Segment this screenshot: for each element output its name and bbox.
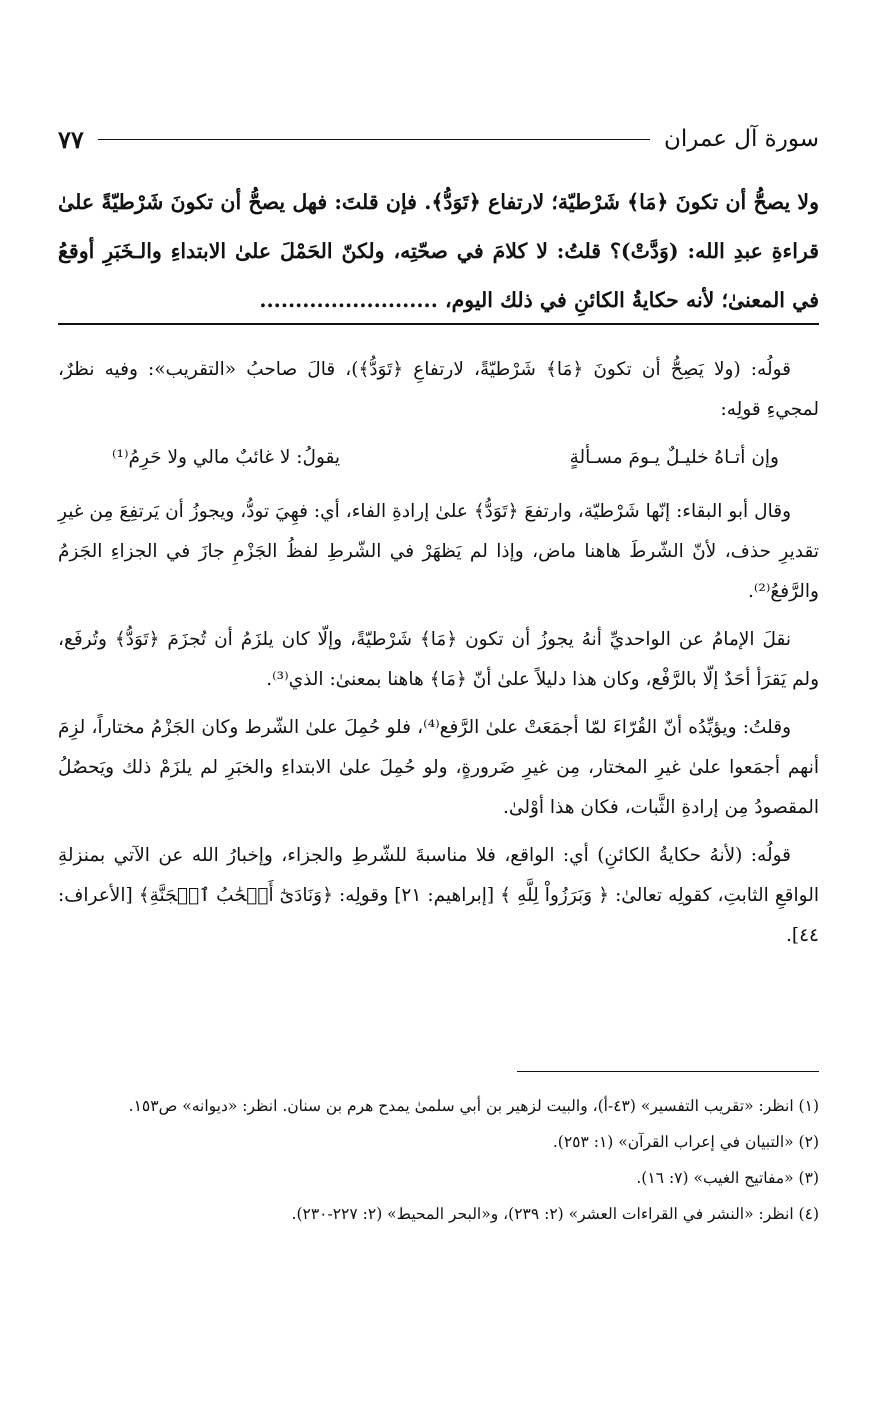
verse-first-hemistich: وإن أتـاهُ خليـلٌ يـومَ مسـألةٍ bbox=[569, 447, 779, 468]
footnote-2: (٢) «التبيان في إعراب القرآن» (١: ٢٥٣). bbox=[552, 1133, 819, 1151]
footnote-divider bbox=[517, 1071, 819, 1072]
verse-second-hemistich: يقولُ: لا غائبٌ مالي ولا حَرِمُ⁽¹⁾ bbox=[112, 447, 341, 468]
commentary bbox=[58, 350, 819, 964]
main-text-divider bbox=[58, 323, 819, 325]
header-rule bbox=[98, 139, 650, 140]
surah-title: سورة آل عمران bbox=[663, 126, 819, 152]
running-header bbox=[58, 122, 819, 156]
poetry-verse bbox=[58, 438, 819, 478]
main-text: ولا يصحُّ أن تكونَ ﴿مَا﴾ شَرْطيّة؛ لارتفاع ﴿تَوَدُّ﴾. فإن قلتَ: فهل يصحُّ أن تكونَ شَرْطيّةً علىٰ قراءةِ عبدِ الله: (وَدَّتْ)؟ قلتُ: لا كلامَ في صحّتِه، ولكنّ الحَمْلَ علىٰ الابتداءِ والـخَبَرِ أوقعُ في المعنىٰ؛ لأنه حكايةُ الكائنِ في ذلك اليوم، ......................... bbox=[58, 190, 819, 312]
footnote-1: (١) انظر: «تقريب التفسير» (٤٣-أ)، والبيت لزهير بن أبي سلمىٰ يمدح هرم بن سنان. انظر: «ديوانه» ص١٥٣. bbox=[128, 1097, 819, 1115]
footnote-4: (٤) انظر: «النشر في القراءات العشر» (٢: ٢٣٩)، و«البحر المحيط» (٢: ٢٢٧-٢٣٠). bbox=[291, 1205, 819, 1223]
footnotes bbox=[58, 1088, 819, 1232]
book-page bbox=[58, 0, 819, 1407]
page-number: ٧٧ bbox=[58, 124, 84, 154]
commentary-paragraph: وقال أبو البقاء: إنّها شَرْطيّة، وارتفعَ ﴿تَوَدُّ﴾ علىٰ إرادةِ الفاء، أي: فهِيَ تودُّ، ويجوزُ أن يَرتفِعَ مِن غيرِ تقديرِ حذف، لأنّ الشّرطَ هاهنا ماض، وإذا لم يَظهَرْ في الشّرطِ لفظُ الجَزْمِ جازَ في الجزاءِ الجَزمُ والرَّفعُ⁽²⁾. bbox=[58, 501, 819, 602]
commentary-paragraph: نقلَ الإمامُ عن الواحديِّ أنهُ يجوزُ أن تكون ﴿مَا﴾ شَرْطيّةً، وإلّا كان يلزَمُ أن تُجزَمَ ﴿تَوَدُّ﴾ وتُرفَع، ولم يَقرَأ أحَدٌ إلّا بالرَّفْع، وكان هذا دليلاً علىٰ أنّ ﴿مَا﴾ هاهنا بمعنىٰ: الذي⁽³⁾. bbox=[58, 629, 819, 690]
commentary-paragraph: وقلتُ: ويؤيِّدُه أنّ القُرّاءَ لمّا أجمَعَتْ علىٰ الرَّفع⁽⁴⁾، فلو حُمِلَ علىٰ الشّرط وكان الجَزْمُ مختاراً، لزِمَ أنهم أجمَعوا علىٰ غيرِ المختار، مِن غيرِ ضَرورةٍ، ولو حُمِلَ علىٰ الابتداءِ والخبَرِ لم يلزَمْ ذلك ويَحصُلُ المقصودُ مِن إرادةِ الثَّبات، فكان هذا أوْلىٰ. bbox=[58, 717, 819, 818]
commentary-paragraph: قولُه: (لأنهُ حكايةُ الكائنِ) أي: الواقع، فلا مناسبةَ للشّرطِ والجزاء، وإخبارُ الله عن الآتي بمنزلةِ الواقعِ الثابتِ، كقولِه تعالىٰ: ﴿ وَبَرَزُواْ لِلَّهِ ﴾ [إبراهيم: ٢١] وقولِه: ﴿وَنَادَىٰٓ أَصۡحَٰبُ ٱلۡجَنَّةِ﴾ [الأعراف: ٤٤]. bbox=[58, 845, 819, 946]
footnote-3: (٣) «مفاتيح الغيب» (٧: ١٦). bbox=[636, 1169, 819, 1187]
commentary-paragraph: قولُه: (ولا يَصِحُّ أن تكونَ ﴿مَا﴾ شَرْطيّةً، لارتفاعِ ﴿تَوَدُّ﴾)، قالَ صاحبُ «التقريب»: وفيه نظرٌ، لمجيءِ قولِه: bbox=[58, 359, 819, 420]
